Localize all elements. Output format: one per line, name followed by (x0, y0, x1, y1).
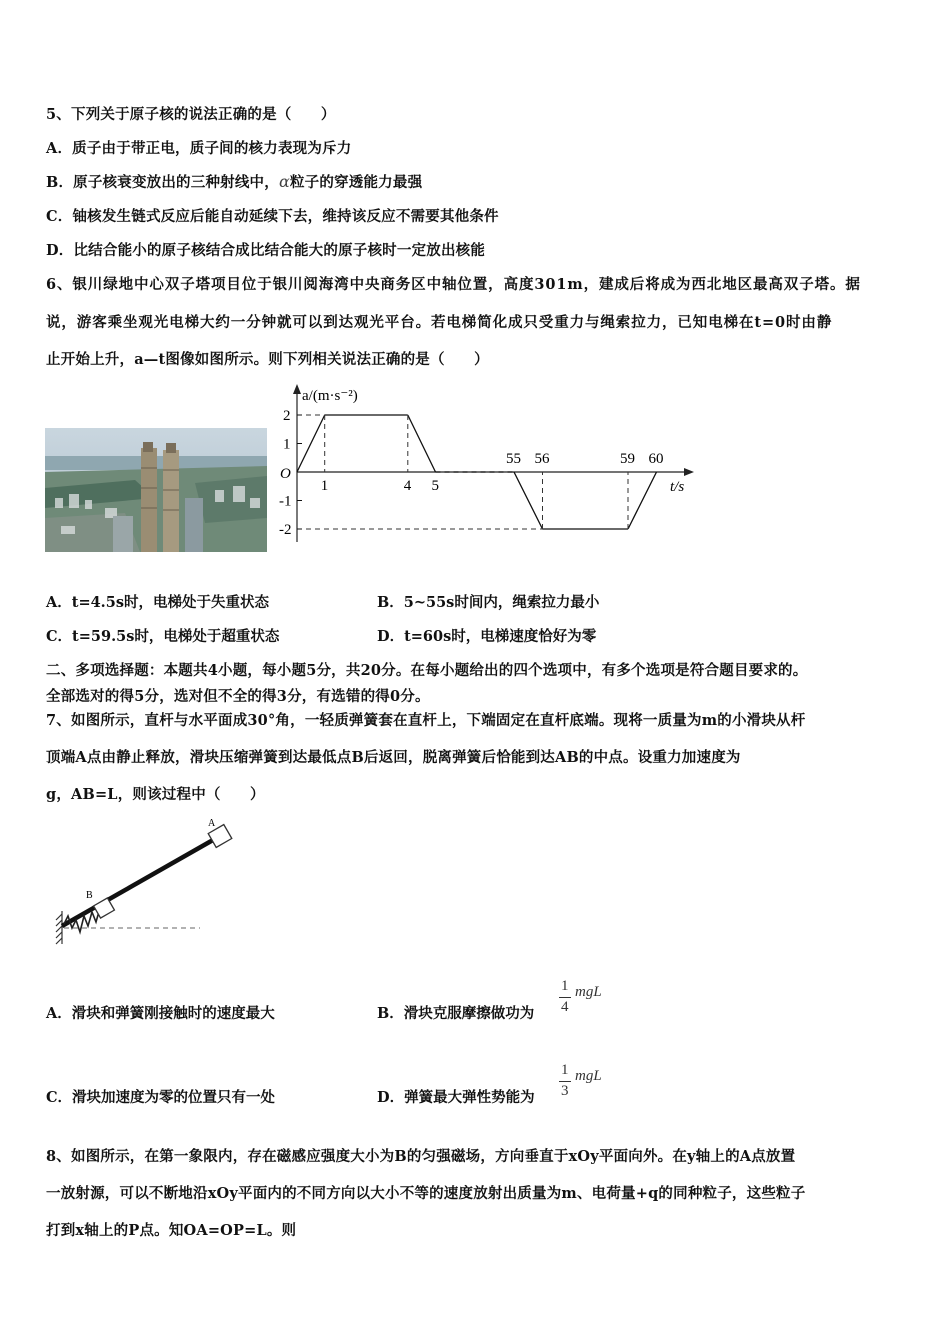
q5-option-b-text-end: 粒子的穿透能力最强 (289, 174, 423, 191)
q7-option-a: A．滑块和弹簧刚接触时的速度最大 (46, 1005, 275, 1022)
y-tick-label: 2 (283, 408, 291, 424)
rod (62, 836, 220, 926)
label-b: B (86, 890, 93, 901)
q7-stem-line2: 顶端A点由静止释放，滑块压缩弹簧到达最低点B后返回，脱离弹簧后恰能到达AB的中点。设重力加速度为 (46, 749, 741, 766)
label-a: A (208, 818, 216, 829)
alpha-symbol: α (278, 172, 290, 191)
y-axis-label: a/(m·s⁻²) (302, 388, 358, 404)
fraction-bar (559, 1081, 571, 1082)
origin-label: O (280, 466, 291, 482)
q6-stem-line3: 止开始上升，a—t图像如图所示。则下列相关说法正确的是（ ） (46, 351, 489, 368)
fraction-numerator: 1 (561, 1062, 569, 1078)
q7-option-d: D．弹簧最大弹性势能为 (377, 1089, 535, 1106)
q7-option-b: B．滑块克服摩擦做功为 (377, 1005, 535, 1022)
x-tick-label: 60 (648, 451, 664, 467)
y-tick-label: -2 (279, 522, 292, 538)
q6-option-b: B．5~55s时间内，绳索拉力最小 (377, 594, 600, 611)
section2-line2: 全部选对的得5分，选对但不全的得3分，有选错的得0分。 (46, 688, 430, 705)
y-axis-arrow (293, 384, 301, 394)
fraction-denominator: 4 (561, 999, 569, 1015)
q6-stem-line1: 6、银川绿地中心双子塔项目位于银川阅海湾中央商务区中轴位置，高度301m，建成后将成为西北地区最高双子塔。据 (46, 276, 861, 293)
graph-segment (408, 415, 436, 472)
q5-option-b (46, 171, 422, 192)
x-tick-label: 56 (534, 451, 550, 467)
fraction-bar (559, 997, 571, 998)
acceleration-time-chart (270, 380, 700, 550)
fraction-variable: mgL (575, 984, 602, 1000)
q7-stem-line3: g，AB=L，则该过程中（ ） (46, 786, 265, 803)
fraction-variable: mgL (575, 1068, 602, 1084)
twin-tower-photo (45, 428, 267, 552)
section2-line1: 二、多项选择题：本题共4小题，每小题5分，共20分。在每小题给出的四个选项中，有多个选项是符合题目要求的。 (46, 662, 808, 679)
q6-option-a: A．t=4.5s时，电梯处于失重状态 (46, 594, 269, 611)
q5-option-d: D．比结合能小的原子核结合成比结合能大的原子核时一定放出核能 (46, 242, 486, 259)
incline-rod-figure (44, 816, 244, 948)
q5-stem: 5、下列关于原子核的说法正确的是（ ） (46, 106, 336, 123)
graph-segment (628, 472, 657, 529)
x-tick-label: 1 (320, 478, 329, 494)
ground-hatch (56, 911, 62, 944)
x-tick-label: 55 (506, 451, 521, 467)
x-axis-arrow (684, 468, 694, 476)
x-tick-label: 4 (403, 478, 412, 494)
graph-segment (514, 472, 543, 529)
x-axis-label: t/s (670, 479, 685, 495)
q6-stem-line2: 说，游客乘坐观光电梯大约一分钟就可以到达观光平台。若电梯简化成只受重力与绳索拉力，已知电梯在t=0时由静 (46, 314, 833, 331)
x-tick-label: 59 (620, 451, 635, 467)
q7-option-c: C．滑块加速度为零的位置只有一处 (46, 1089, 276, 1106)
x-tick-label: 5 (431, 478, 439, 494)
q8-stem-line2: 一放射源，可以不断地沿xOy平面内的不同方向以大小不等的速度放射出质量为m、电荷量+q的同种粒子，这些粒子 (46, 1185, 806, 1202)
q5-option-b-text: B．原子核衰变放出的三种射线中， (46, 174, 279, 191)
q6-option-c: C．t=59.5s时，电梯处于超重状态 (46, 628, 280, 645)
fraction-numerator: 1 (561, 978, 569, 994)
q5-option-a: A．质子由于带正电，质子间的核力表现为斥力 (46, 140, 352, 157)
q7-stem-line1: 7、如图所示，直杆与水平面成30°角，一轻质弹簧套在直杆上，下端固定在直杆底端。现将一质量为m的小滑块从杆 (46, 712, 806, 729)
y-tick-label: -1 (279, 493, 292, 510)
q5-option-c: C．铀核发生链式反应后能自动延续下去，维持该反应不需要其他条件 (46, 208, 499, 225)
y-tick-label: 1 (283, 436, 291, 453)
fraction-denominator: 3 (561, 1083, 569, 1099)
slider-at-b (94, 898, 115, 918)
q6-option-d: D．t=60s时，电梯速度恰好为零 (377, 628, 597, 645)
q8-stem-line3: 打到x轴上的P点。知OA=OP=L。则 (46, 1222, 297, 1239)
q8-stem-line1: 8、如图所示，在第一象限内，存在磁感应强度大小为B的匀强磁场，方向垂直于xOy平面向外。在y轴上的A点放置 (46, 1148, 796, 1165)
